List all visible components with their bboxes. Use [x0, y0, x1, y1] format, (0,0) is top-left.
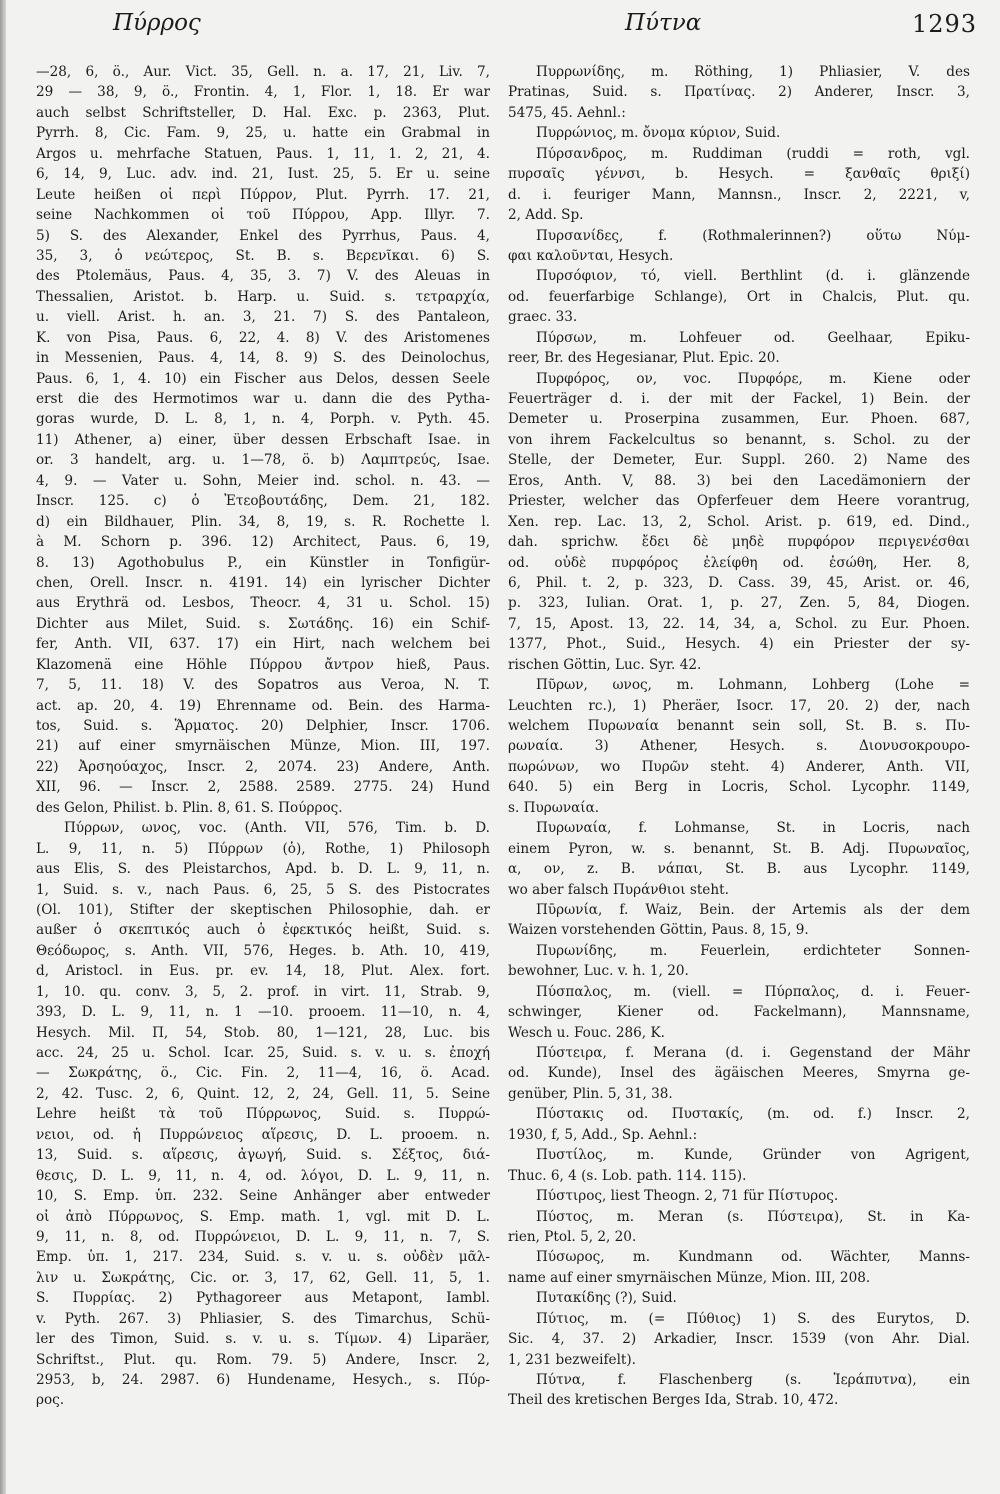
- dictionary-entry: [508, 144, 970, 226]
- entry-text-line: chen, Orell. Inscr. n. 4191. 14) ein lyrischer Dichter: [36, 574, 490, 591]
- entry-text-line: Thessalien, Aristot. b. Harp. u. Suid. s. τετραρχία,: [36, 288, 490, 305]
- entry-text-line: 2, Add. Sp.: [508, 207, 584, 224]
- entry-text-line: acc. 24, 25 u. Schol. Icar. 25, Suid. s. v. u. s. ἐποχή: [36, 1045, 490, 1061]
- entry-text-line: Sic. 4, 37. 2) Arkadier, Inscr. 1539 (von Ahr. Dial.: [508, 1331, 970, 1348]
- entry-headword-line: Πύστιρος, liest Theogn. 2, 71 für Πίστυρος.: [536, 1188, 839, 1205]
- entry-headword-line: Πυρσόφιον, τό, viell. Berthlint (d. i. glänzende: [536, 268, 970, 285]
- dictionary-entry: [508, 1186, 970, 1206]
- entry-text-line: XII, 96. — Inscr. 2, 2588. 2589. 2775. 24) Hund: [36, 779, 490, 796]
- dictionary-entry: [508, 818, 970, 900]
- entry-text-line: fer, Anth. VII, 637. 17) ein Hirt, nach welchem bei: [36, 636, 490, 653]
- entry-text-line: à M. Schorn p. 396. 12) Architect, Paus. 6, 19,: [36, 534, 490, 551]
- entry-text-line: 8. 13) Agothobulus P., ein Künstler in Tonfigür-: [36, 554, 490, 571]
- dictionary-entry: [508, 1043, 970, 1104]
- dictionary-entry: [508, 226, 970, 267]
- entry-text-line: auch selbst Schriftsteller, D. Hal. Exc. p. 2363, Plut.: [36, 104, 490, 121]
- entry-text-line: 2, 42. Tusc. 2, 6, Quint. 12, 2, 24, Gell. 11, 5. Seine: [36, 1085, 490, 1102]
- dictionary-entry: [508, 266, 970, 327]
- entry-text-line: Dichter aus Milet, Suid. s. Σωτάδης. 16) ein Schif-: [36, 615, 490, 632]
- entry-text-line: reer, Br. des Hegesianar, Plut. Epic. 20.: [508, 350, 780, 367]
- entry-text-line: L. 9, 11, n. 5) Πύρρων (ὁ), Rothe, 1) Philosoph: [36, 840, 490, 857]
- entry-text-line: od. Kunde), Insel des ägäischen Meeres, Smyrna ge-: [508, 1065, 970, 1082]
- entry-text-line: Xen. rep. Lac. 13, 2, Schol. Arist. p. 619, ed. Dind.,: [508, 513, 970, 530]
- entry-headword-line: Πύστακις od. Πυστακίς, (m. od. f.) Inscr. 2,: [536, 1106, 970, 1123]
- entry-text-line: 10, S. Emp. ὑπ. 232. Seine Anhänger aber entweder: [36, 1188, 490, 1205]
- dictionary-entry: [508, 123, 970, 143]
- entry-text-line: od. feuerfarbige Schlange), Ort in Chalcis, Plut. qu.: [508, 288, 970, 305]
- entry-text-line: οἱ ἀπὸ Πύρρωνος, S. Emp. math. 1, vgl. mit D. L.: [36, 1208, 490, 1225]
- dictionary-entry: [508, 1207, 970, 1248]
- entry-text-line: 1, 10. qu. conv. 3, 5, 2. prof. in virt. 11, Strab. 9,: [36, 983, 490, 1000]
- entry-text-line: goras wurde, D. L. 8, 1, n. 4, Porph. v. Pyth. 45.: [36, 411, 490, 428]
- entry-text-line: 1, 231 bezweifelt).: [508, 1351, 637, 1368]
- entry-headword-line: Πυρφόρος, ον, voc. Πυρφόρε, m. Kiene oder: [536, 370, 970, 387]
- entry-headword-line: Πυρρωνίδης, m. Röthing, 1) Phliasier, V. des: [536, 64, 970, 80]
- entry-text-line: act. ap. 20, 4. 19) Ehrenname od. Bein. des Harma-: [36, 697, 490, 714]
- entry-headword-line: Πῡρωνία, f. Waiz, Bein. der Artemis als der dem: [536, 901, 970, 918]
- entry-text-line: α, ον, z. B. νάπαι, St. B. aus Lycophr. 1149,: [508, 861, 970, 878]
- entry-text-line: Stelle, der Demeter, Eur. Suppl. 260. 2) Name des: [508, 452, 970, 469]
- entry-text-line: 1930, f, 5, Add., Sp. Aehnl.:: [508, 1126, 698, 1143]
- entry-text-line: 1377, Phot., Suid., Hesych. 4) ein Priester der sy-: [508, 636, 970, 653]
- entry-headword-line: Πύρσων, m. Lohfeuer od. Geelhaar, Epiku-: [536, 329, 970, 346]
- entry-text-line: Paus. 6, 1, 4. 10) ein Fischer aus Delos, dessen Seele: [36, 370, 490, 387]
- entry-text-line: Thuc. 6, 4 (s. Lob. path. 114. 115).: [508, 1167, 747, 1184]
- entry-text-line: aus Erythrä od. Lesbos, Theocr. 4, 31 u. Schol. 15): [36, 595, 490, 612]
- dictionary-entry: [508, 941, 970, 982]
- entry-text-line: 6, Phil. t. 2, p. 323, D. Cass. 39, 45, Arist. or. 46,: [508, 574, 970, 591]
- entry-text-line: außer ὁ σκεπτικός auch ὁ ἐφεκτικός heißt, Suid. s.: [36, 922, 490, 939]
- entry-text-line: 5475, 45. Aehnl.:: [508, 104, 626, 121]
- entry-headword-line: Πύτνα, f. Flaschenberg (s. Ἱεράπυτνα), ein: [536, 1372, 970, 1388]
- entry-text-line: Hesych. Mil. Π, 54, Stob. 80, 1—121, 28, Luc. bis: [36, 1024, 490, 1041]
- entry-text-line: Inscr. 125. c) ὁ Ἐτεοβουτάδης, Dem. 21, 182.: [36, 493, 490, 510]
- entry-text-line: d. i. feuriger Mann, Mannsn., Inscr. 2, 2221, v,: [508, 186, 970, 203]
- entry-text-line: des Ptolemäus, Paus. 4, 35, 3. 7) V. des Aleuas in: [36, 268, 490, 285]
- entry-text-line: φαι καλοῦνται, Hesych.: [508, 247, 674, 264]
- entry-headword-line: Πυρωνίδης, m. Feuerlein, erdichteter Sonnen-: [536, 942, 970, 959]
- entry-text-line: von ihrem Fackelcultus so benannt, s. Schol. zu der: [508, 431, 970, 448]
- dictionary-entry: [508, 982, 970, 1043]
- entry-text-line: Emp. ὑπ. 1, 217. 234, Suid. s. v. u. s. οὐδὲν μᾶλ-: [36, 1249, 490, 1266]
- entry-text-line: λιν u. Σωκράτης, Cic. or. 3, 17, 62, Gell. 11, 5, 1.: [36, 1269, 490, 1286]
- right-column: [508, 62, 970, 1411]
- entry-headword-line: Πυρρώνιος, m. ὄνομα κύριον, Suid.: [536, 125, 781, 142]
- entry-text-line: νειοι, od. ἡ Πυρρώνειος αἵρεσις, D. L. prooem. n.: [36, 1126, 490, 1143]
- entry-text-line: πυρσαῖς γέννσι, b. Hesych. = ξανθαῖς θριξί): [508, 166, 970, 183]
- entry-text-line: —28, 6, ö., Aur. Vict. 35, Gell. n. a. 17, 21, Liv. 7,: [36, 64, 490, 80]
- entry-text-line: genüber, Plin. 5, 31, 38.: [508, 1085, 673, 1102]
- entry-text-line: Klazomenä eine Höhle Πύρρου ἄντρον hieß, Paus.: [36, 656, 490, 673]
- entry-text-line: rien, Ptol. 5, 2, 20.: [508, 1228, 637, 1245]
- entry-text-line: 22) Ἀρσηούαχος, Inscr. 2, 2074. 23) Andere, Anth.: [36, 758, 490, 775]
- entry-text-line: in Messenien, Paus. 4, 14, 8. 9) S. des Deinolochus,: [36, 350, 490, 367]
- entry-text-line: 11) Athener, a) einer, über dessen Erbschaft Isae. in: [36, 431, 490, 448]
- entry-text-line: Leute heißen οἱ περὶ Πύρρον, Plut. Pyrrh. 17. 21,: [36, 186, 490, 203]
- entry-text-line: 1, Suid. s. v., nach Paus. 6, 25, 5 S. des Pistocrates: [36, 881, 490, 898]
- dictionary-entry: [508, 1370, 970, 1411]
- entry-text-line: graec. 33.: [508, 309, 578, 326]
- entry-headword-line: Πύσωρος, m. Kundmann od. Wächter, Manns-: [536, 1249, 970, 1266]
- dictionary-entry: [508, 675, 970, 818]
- entry-text-line: Demeter u. Proserpina zusammen, Eur. Phoen. 687,: [508, 411, 970, 428]
- page-binding-edge: [0, 0, 6, 1494]
- entry-headword-line: Πύτιος, m. (= Πύθιος) 1) S. des Eurytos, D.: [536, 1310, 970, 1327]
- dictionary-entry: [508, 1145, 970, 1186]
- entry-text-line: ler des Timon, Suid. s. v. u. s. Τίμων. 4) Liparäer,: [36, 1331, 490, 1348]
- entry-text-line: Theil des kretischen Berges Ida, Strab. 10, 472.: [508, 1392, 839, 1409]
- entry-text-line: p. 323, Iulian. Orat. 1, p. 27, Zen. 5, 84, Diogen.: [508, 595, 970, 612]
- dictionary-entry: [508, 1104, 970, 1145]
- entry-text-line: 2953, b, 24. 2987. 6) Hundename, Hesych., s. Πύρ-: [36, 1372, 490, 1388]
- entry-text-line: erst die des Hermotimos war u. dann die des Pytha-: [36, 391, 490, 407]
- entry-text-line: name auf einer smyrnäischen Münze, Mion. III, 208.: [508, 1269, 871, 1286]
- entry-headword-line: Πύστειρα, f. Merana (d. i. Gegenstand der Mähr: [536, 1045, 970, 1061]
- entry-text-line: d, Aristocl. in Eus. pr. ev. 14, 18, Plut. Alex. fort.: [36, 963, 490, 980]
- entry-text-line: (Ol. 101), Stifter der skeptischen Philosophie, dah. er: [36, 901, 490, 918]
- entry-text-line: ρωναία. 3) Athener, Hesych. s. Διονυσοκρουρο-: [508, 738, 970, 755]
- entry-text-line: 35, 3, ὁ νεώτερος, St. B. s. Βερενῖκαι. 6) S.: [36, 247, 490, 264]
- entry-text-line: tos, Suid. s. Ἅρματος. 20) Delphier, Inscr. 1706.: [36, 718, 490, 734]
- dictionary-entry: [36, 62, 490, 818]
- entry-text-line: 640. 5) ein Berg in Locris, Schol. Lycophr. 1149,: [508, 779, 970, 796]
- page-number: 1293: [912, 10, 978, 38]
- left-column: [36, 62, 490, 1411]
- entry-text-line: Θεόδωρος, s. Anth. VII, 576, Heges. b. Ath. 10, 419,: [36, 942, 490, 959]
- entry-text-line: πωρώνων, wo Πυρῶν steht. 4) Anderer, Anth. VII,: [508, 758, 970, 775]
- entry-text-line: des Gelon, Philist. b. Plin. 8, 61. S. Πούρρος.: [36, 799, 343, 816]
- entry-text-line: 5) S. des Alexander, Enkel des Pyrrhus, Paus. 4,: [36, 227, 490, 244]
- entry-text-line: 393, D. L. 9, 11, n. 1 —10. prooem. 11—10, n. 4,: [36, 1004, 490, 1021]
- entry-text-line: einem Pyron, w. s. benannt, St. B. Adj. Πυρωναῖος,: [508, 840, 970, 857]
- entry-text-line: schwinger, Kiener od. Fackelmann), Mannsname,: [508, 1004, 970, 1021]
- entry-text-line: Pratinas, Suid. s. Πρατίνας. 2) Anderer, Inscr. 3,: [508, 84, 970, 101]
- entry-text-line: Waizen vorstehenden Göttin, Paus. 8, 15, 9.: [508, 922, 809, 939]
- entry-text-line: or. 3 handelt, arg. u. 1—78, ö. b) Λαμπτρεύς, Isae.: [36, 452, 490, 469]
- running-head-last-word: Πύτνα: [625, 10, 702, 36]
- entry-text-line: aus Elis, S. des Pleistarchos, Apd. b. D. L. 9, 11, n.: [36, 861, 490, 878]
- entry-text-line: 13, Suid. s. αἵρεσις, ἀγωγή, Suid. s. Σέξτος, διά-: [36, 1147, 490, 1164]
- entry-text-line: ρος.: [36, 1392, 65, 1409]
- entry-headword-line: Πυτακίδης (?), Suid.: [536, 1290, 677, 1307]
- entry-text-line: Wesch u. Fouc. 286, K.: [508, 1024, 665, 1041]
- dictionary-entry: [36, 818, 490, 1411]
- entry-headword-line: Πυστίλος, m. Kunde, Gründer von Agrigent,: [536, 1147, 970, 1164]
- entry-text-line: K. von Pisa, Paus. 6, 22, 4. 8) V. des Aristomenes: [36, 329, 490, 346]
- dictionary-entry: [508, 328, 970, 369]
- running-head: [0, 8, 1000, 48]
- entry-text-line: 6, 14, 9, Luc. adv. ind. 21, Iust. 25, 5. Er u. seine: [36, 166, 490, 183]
- entry-headword-line: Πύρσανδρος, m. Ruddiman (ruddi = roth, vgl.: [536, 145, 970, 162]
- entry-text-line: s. Πυρωναία.: [508, 799, 600, 816]
- entry-headword-line: Πύρρων, ωνος, voc. (Anth. VII, 576, Tim. b. D.: [64, 820, 490, 837]
- entry-text-line: — Σωκράτης, ö., Cic. Fin. 2, 11—4, 16, ö. Acad.: [36, 1065, 490, 1082]
- entry-text-line: dah. sprichw. ἔδει δὲ μηδὲ πυρφόρον περιγενέσθαι: [508, 534, 970, 551]
- entry-text-line: 7, 5, 11. 18) V. des Sopatros aus Veroa, N. T.: [36, 677, 490, 694]
- running-head-first-word: Πύρρος: [113, 10, 201, 36]
- dictionary-entry: [508, 369, 970, 676]
- entry-text-line: Feuerträger d. i. der mit der Fackel, 1) Bein. der: [508, 391, 970, 407]
- entry-text-line: θεσις, D. L. 9, 11, n. 4, od. λόγοι, D. L. 9, 11, n.: [36, 1167, 490, 1184]
- entry-text-line: u. viell. Arist. h. an. 3, 21. 7) S. des Pantaleon,: [36, 309, 490, 326]
- entry-text-line: 29 — 38, 9, ö., Frontin. 4, 1, Flor. 1, 18. Er war: [36, 84, 490, 101]
- entry-text-line: d) ein Bildhauer, Plin. 34, 8, 19, s. R. Rochette l.: [36, 513, 490, 530]
- dictionary-entry: [508, 1309, 970, 1370]
- entry-headword-line: Πυρωναία, f. Lohmanse, St. in Locris, nach: [536, 820, 970, 837]
- entry-headword-line: Πυρσανίδες, f. (Rothmalerinnen?) οὕτω Νύμ-: [536, 227, 970, 244]
- entry-text-line: Argos u. mehrfache Statuen, Paus. 1, 11, 1. 2, 21, 4.: [36, 145, 490, 162]
- dictionary-entry: [508, 62, 970, 123]
- entry-text-line: 4, 9. — Vater u. Sohn, Meier ind. schol. n. 43. —: [36, 472, 490, 489]
- entry-text-line: seine Nachkommen οἱ τοῦ Πύρρου, App. Illyr. 7.: [36, 207, 490, 224]
- entry-text-line: Leuchten rc.), 1) Pheräer, Isocr. 17, 20. 2) der, nach: [508, 697, 970, 714]
- entry-text-line: Lehre heißt τὰ τοῦ Πύρρωνος, Suid. s. Πυρρώ-: [36, 1106, 490, 1123]
- entry-text-line: wo aber falsch Πυράνθιοι steht.: [508, 881, 729, 898]
- entry-text-line: 7, 15, Apost. 13, 22. 14, 34, a, Schol. zu Eur. Phoen.: [508, 615, 970, 632]
- entry-text-line: welchem Πυρωναία benannt sein soll, St. B. s. Πυ-: [508, 718, 970, 734]
- entry-headword-line: Πῦρων, ωνος, m. Lohmann, Lohberg (Lohe =: [536, 677, 970, 694]
- entry-headword-line: Πύσπαλος, m. (viell. = Πύρπαλος, d. i. Feuer-: [536, 983, 970, 1000]
- entry-text-line: 21) auf einer smyrnäischen Münze, Mion. III, 197.: [36, 738, 490, 755]
- entry-text-line: Schriftst., Plut. qu. Rom. 79. 5) Andere, Inscr. 2,: [36, 1351, 490, 1368]
- entry-text-line: od. οὐδὲ πυρφόρος ἐλείφθη od. ἐσώθη, Her. 8,: [508, 554, 970, 571]
- entry-text-line: v. Pyth. 267. 3) Phliasier, S. des Timarchus, Schü-: [36, 1310, 490, 1327]
- entry-text-line: rischen Göttin, Luc. Syr. 42.: [508, 656, 702, 673]
- entry-text-line: Pyrrh. 8, Cic. Fam. 9, 25, u. hatte ein Grabmal in: [36, 125, 490, 142]
- entry-text-line: Eros, Anth. V, 88. 3) bei den Lacedämoniern der: [508, 472, 970, 489]
- dictionary-entry: [508, 1247, 970, 1288]
- entry-text-line: Priester, welcher das Opferfeuer dem Heere vorantrug,: [508, 493, 970, 510]
- entry-headword-line: Πύστος, m. Meran (s. Πύστειρα), St. in Ka-: [536, 1208, 970, 1225]
- dictionary-entry: [508, 1288, 970, 1308]
- entry-text-line: S. Πυρρίας. 2) Pythagoreer aus Metapont, Iambl.: [36, 1290, 490, 1307]
- entry-text-line: 9, 11, n. 8, od. Πυρρώνειοι, D. L. 9, 11, n. 7, S.: [36, 1228, 490, 1245]
- entry-text-line: bewohner, Luc. v. h. 1, 20.: [508, 963, 689, 980]
- dictionary-entry: [508, 900, 970, 941]
